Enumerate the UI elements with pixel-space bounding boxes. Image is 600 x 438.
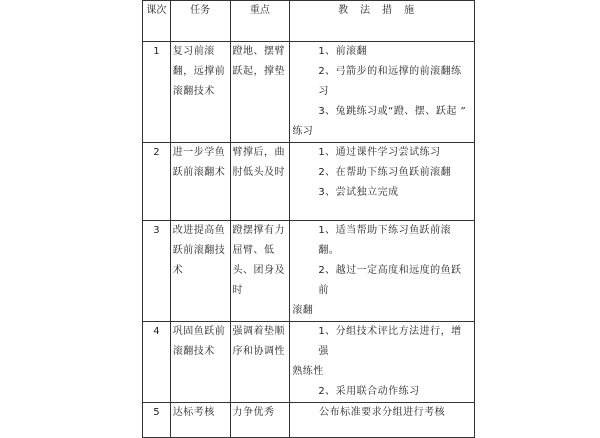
table-row	[143, 322, 475, 403]
method-line: 滚翻	[292, 305, 314, 316]
table-row	[143, 143, 475, 221]
task-cell: 改进提高鱼跃前滚翻技术	[170, 221, 230, 322]
header-task: 任务	[170, 1, 230, 42]
method-cell	[290, 403, 475, 438]
method-line: 3、兔跳练习或“蹬、摆、跃起 ”	[318, 106, 467, 117]
header-method: 教法措施	[290, 1, 475, 42]
method-cell	[290, 42, 475, 143]
method-line: 2、采用联合动作练习	[318, 386, 420, 397]
method-line: 2、在帮助下练习鱼跃前滚翻	[318, 167, 452, 178]
method-cell	[290, 322, 475, 403]
method-line: 公布标准要求分组进行考核	[319, 407, 446, 418]
method-line: 练习	[292, 126, 314, 137]
task-cell: 达标考核	[170, 403, 230, 438]
method-line: 1、前滚翻	[318, 46, 368, 57]
method-cell	[290, 221, 475, 322]
task-cell: 复习前滚翻，远撑前滚翻技术	[170, 42, 230, 143]
header-key-point: 重点	[230, 1, 290, 42]
method-cell	[290, 143, 475, 221]
method-line: 1、分组技术评比方法进行，增强	[318, 326, 462, 357]
method-line: 熟练性	[292, 366, 324, 377]
key-point-cell: 强调着垫顺序和协调性	[230, 322, 290, 403]
key-point-cell: 蹬摆撑有力屈臂、低头、团身及时	[230, 221, 290, 322]
table-header-row	[143, 1, 475, 42]
method-line: 2、弓箭步的和远撑的前滚翻练习	[318, 66, 462, 97]
table-row	[143, 221, 475, 322]
key-point-cell: 蹬地、摆臂跃起，撑垫	[230, 42, 290, 143]
task-cell: 进一步学鱼跃前滚翻术	[170, 143, 230, 221]
key-point-cell: 力争优秀	[230, 403, 290, 438]
method-line: 1、适当帮助下练习鱼跃前滚翻。	[318, 225, 452, 256]
key-point-cell: 臂撑后，曲肘低头及时	[230, 143, 290, 221]
lesson-plan-table	[142, 0, 475, 438]
table-row	[143, 403, 475, 438]
method-line: 1、通过课件学习尝试练习	[318, 147, 441, 158]
table-row	[143, 42, 475, 143]
lesson-number: 2	[143, 143, 171, 221]
lesson-number: 4	[143, 322, 171, 403]
lesson-number: 3	[143, 221, 171, 322]
header-lesson-no: 课次	[143, 1, 171, 42]
task-cell: 巩固鱼跃前滚翻技术	[170, 322, 230, 403]
lesson-number: 5	[143, 403, 171, 438]
lesson-number: 1	[143, 42, 171, 143]
method-line: 2、越过一定高度和远度的鱼跃前	[318, 265, 462, 296]
method-line: 3、尝试独立完成	[318, 187, 399, 198]
